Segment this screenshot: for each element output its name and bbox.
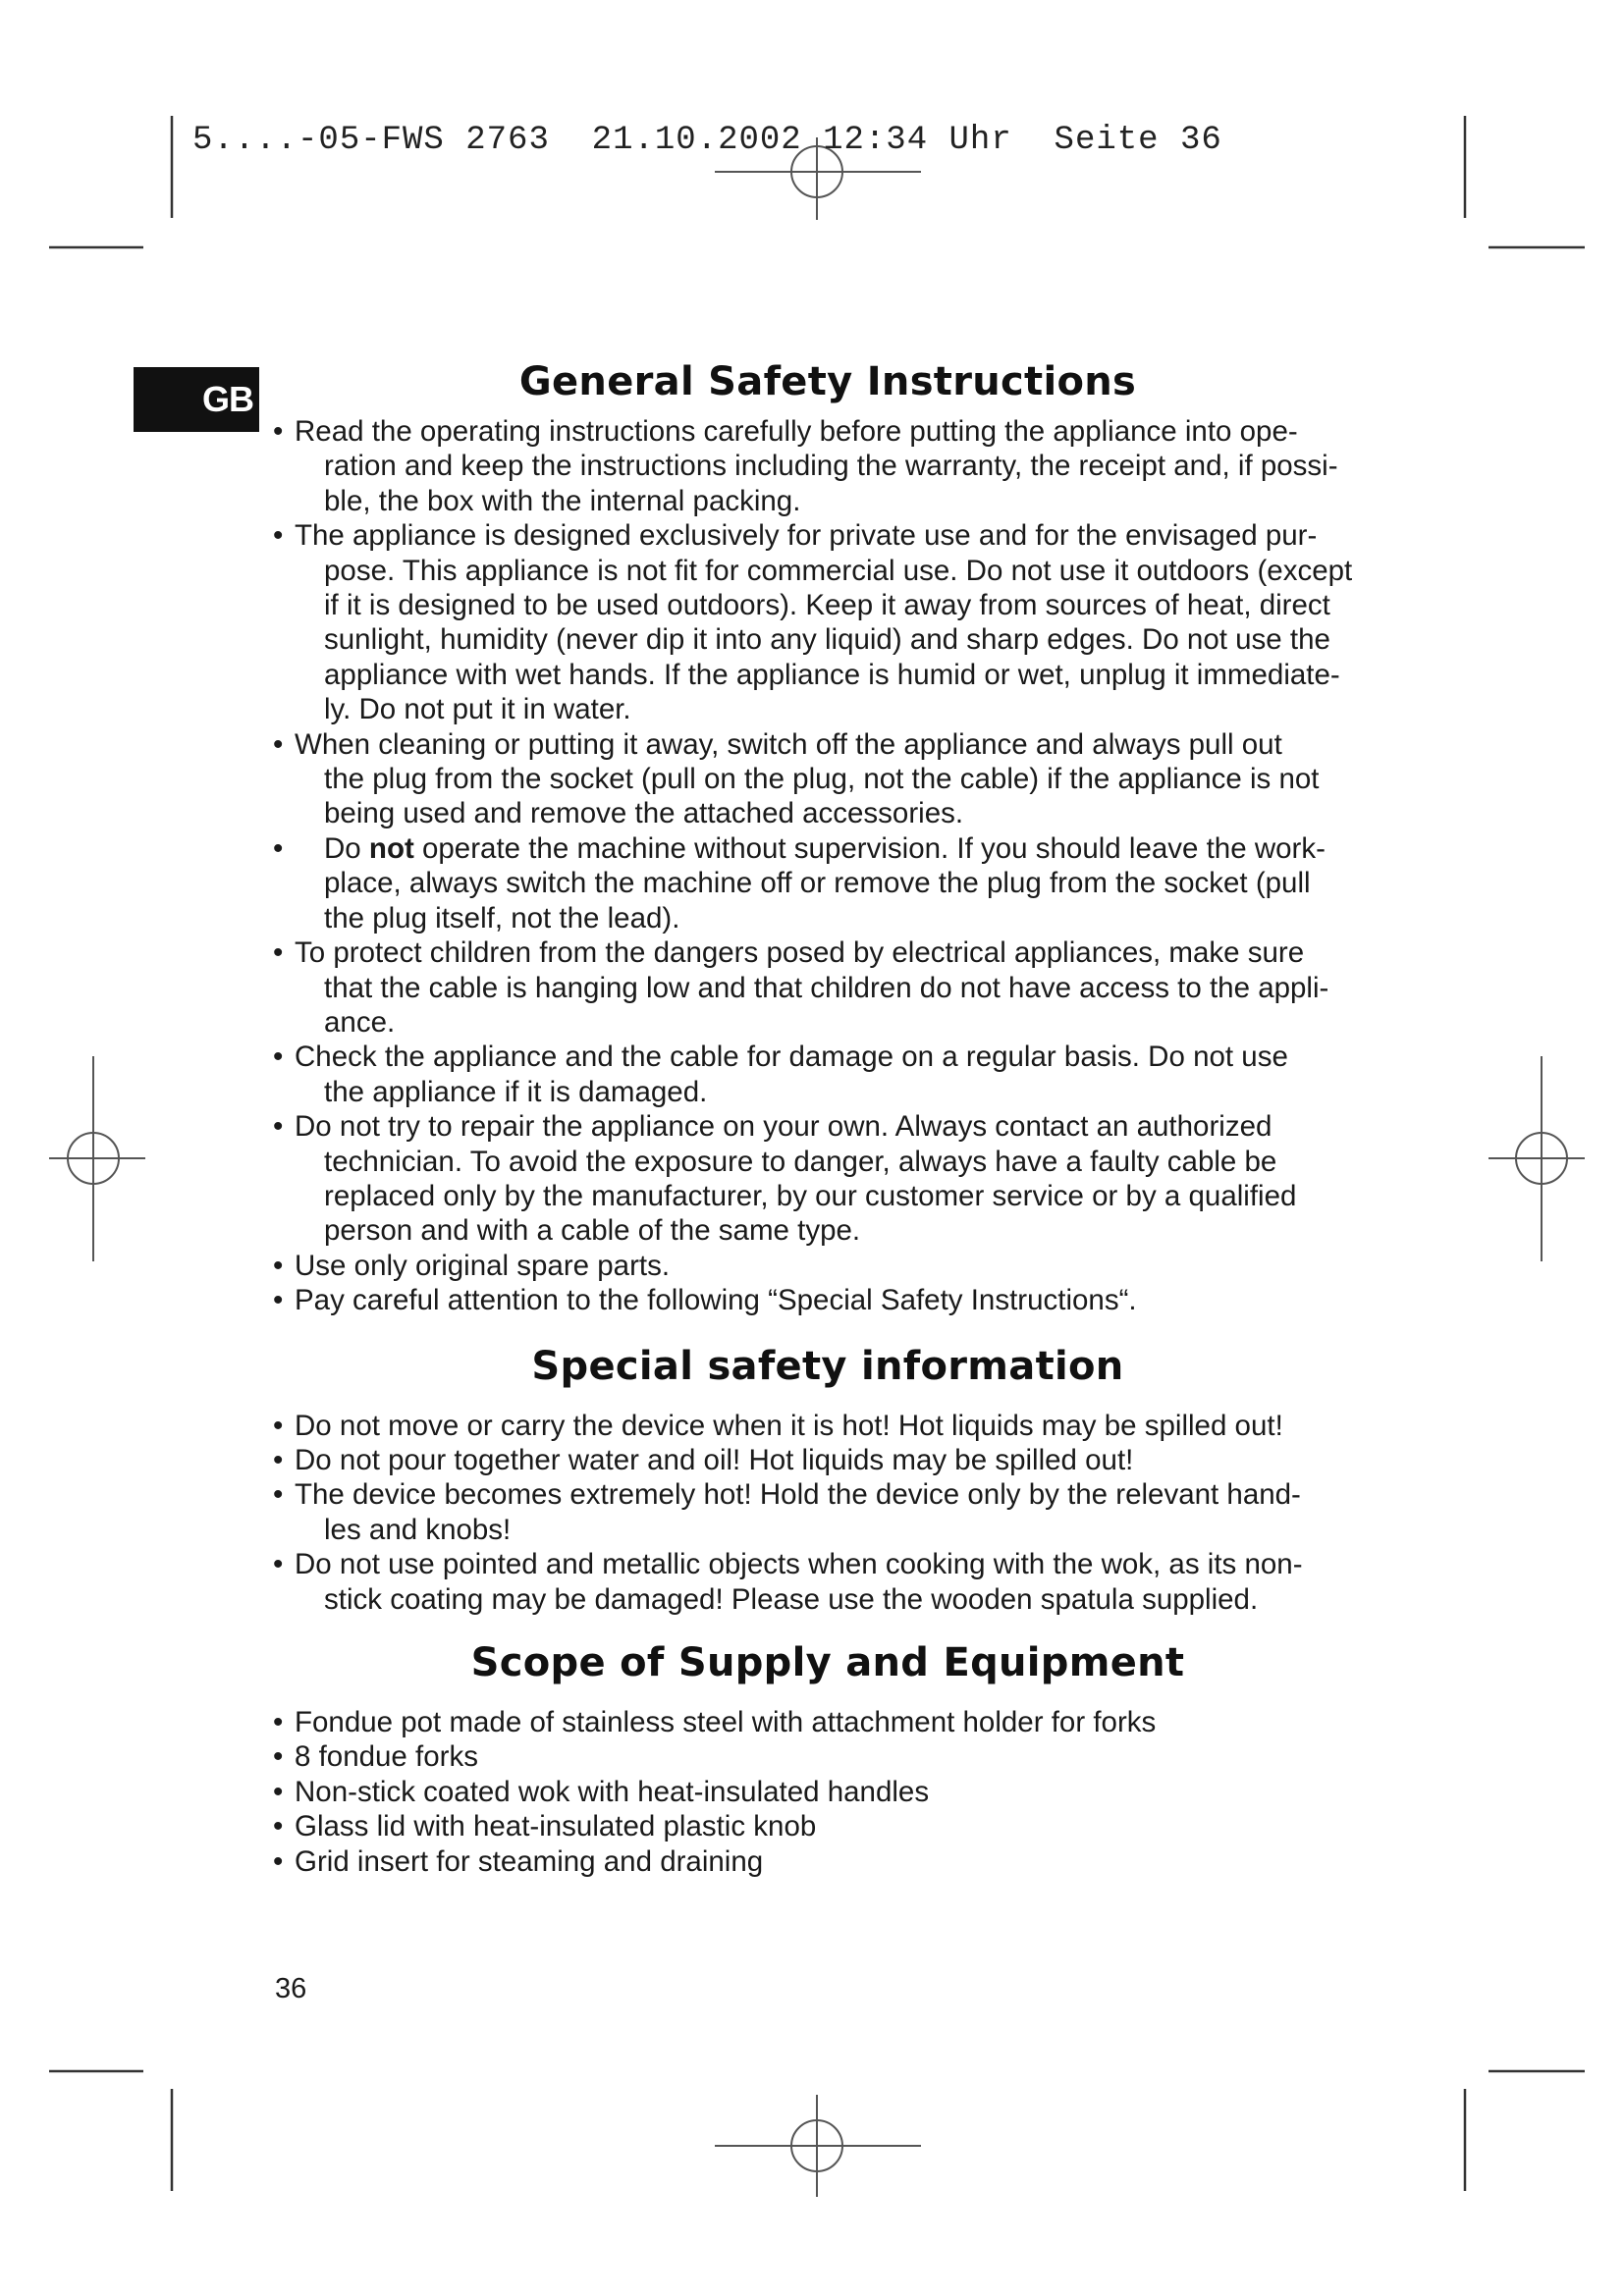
list-item-lead: Do not use pointed and metallic objects when cooking with the wok, as its non- [295,1548,1303,1581]
list-item-continuation: ly. Do not put it in water. [324,693,631,726]
bullet-icon: • [273,727,284,761]
list-item [273,1249,1382,1283]
list-item-lead: Use only original spare parts. [295,1249,671,1282]
list-item-continuation: that the cable is hanging low and that children do not have access to the appli- [324,971,1329,1004]
list-item-lead: Do not pour together water and oil! Hot liquids may be spilled out! [295,1443,1134,1476]
bullet-icon: • [273,1548,284,1581]
list-item-continuation: les and knobs! [324,1513,512,1546]
document-body [273,355,1382,1879]
bullet-icon: • [273,415,284,448]
registration-mark-bottom [715,2095,921,2197]
bullet-icon: • [273,1810,284,1843]
list-item [273,518,1382,726]
list-item [273,1477,1382,1547]
list-item [273,1409,1382,1443]
section-title-scope-of-supply: Scope of Supply and Equipment [470,1640,1185,1685]
bullet-icon: • [273,1775,284,1808]
list-item-lead: When cleaning or putting it away, switch off the appliance and always pull out [295,727,1282,761]
bullet-icon: • [273,936,284,970]
list-item-continuation: being used and remove the attached accessories. [324,797,964,830]
list-item [273,1844,1382,1879]
list-item [273,1809,1382,1843]
list-item-lead: Do not move or carry the device when it is hot! Hot liquids may be spilled out! [295,1409,1283,1442]
list-item-continuation: replaced only by the manufacturer, by our customer service or by a qualified [324,1179,1297,1212]
list-item-continuation: ance. [324,1005,396,1039]
scope-of-supply-list [273,1705,1382,1879]
list-item-continuation: the appliance if it is damaged. [324,1075,708,1108]
list-item-lead: The appliance is designed exclusively for private use and for the envisaged pur- [295,519,1318,553]
list-item-lead: Glass lid with heat-insulated plastic knob [295,1810,817,1843]
list-item-continuation: if it is designed to be used outdoors). Keep it away from sources of heat, direct [324,589,1330,622]
list-item-continuation: the plug itself, not the lead). [324,901,680,934]
special-safety-list [273,1409,1382,1617]
bullet-icon: • [273,1844,284,1878]
list-item-lead-post: operate the machine without supervision. If you should leave the work- [413,831,1326,865]
print-header: 5....-05-FWS 2763 21.10.2002 12:34 Uhr Seite 36 [192,122,1222,159]
list-item-continuation: ration and keep the instructions including the warranty, the receipt and, if possi- [324,450,1338,483]
general-safety-list [273,414,1382,1318]
list-item-lead: To protect children from the dangers posed by electrical appliances, make sure [295,936,1305,970]
list-item-continuation: pose. This appliance is not fit for commercial use. Do not use it outdoors (except [324,554,1353,587]
bullet-icon: • [273,1110,284,1144]
list-item-continuation: ble, the box with the internal packing. [324,484,801,517]
bullet-icon: • [273,1249,284,1282]
list-item-continuation: place, always switch the machine off or remove the plug from the socket (pull [324,867,1311,900]
list-item [273,1705,1382,1739]
list-item-continuation: sunlight, humidity (never dip it into any liquid) and sharp edges. Do not use the [324,623,1330,657]
list-item [273,1040,1382,1109]
list-item-lead [324,832,1326,865]
bullet-icon: • [273,1409,284,1442]
registration-mark-left [49,1056,145,1261]
list-item [273,1109,1382,1249]
list-item-lead: Fondue pot made of stainless steel with attachment holder for forks [295,1706,1157,1738]
page-number: 36 [275,1973,307,2004]
bullet-icon: • [273,1740,284,1774]
list-item-lead: Pay careful attention to the following “Special Safety Instructions“. [295,1284,1137,1317]
list-item [273,1443,1382,1477]
bullet-icon: • [273,831,284,865]
list-item-lead-pre: Do [324,831,369,865]
bullet-icon: • [273,519,284,553]
list-item-lead: Grid insert for steaming and draining [295,1844,764,1878]
section-title-special-safety: Special safety information [531,1343,1124,1389]
registration-mark-right [1489,1056,1585,1261]
list-item [273,1283,1382,1317]
list-item-lead: 8 fondue forks [295,1740,478,1774]
list-item-continuation: person and with a cable of the same type. [324,1214,861,1248]
list-item-lead: The device becomes extremely hot! Hold the device only by the relevant hand- [295,1478,1301,1512]
language-tab: GB [134,367,259,432]
list-item [273,935,1382,1040]
list-item-continuation: technician. To avoid the exposure to danger, always have a faulty cable be [324,1145,1277,1178]
bullet-icon: • [273,1284,284,1317]
list-item [273,831,1382,935]
list-item [273,727,1382,831]
bullet-icon: • [273,1041,284,1074]
list-item-lead: Non-stick coated wok with heat-insulated handles [295,1775,930,1808]
list-item [273,1739,1382,1774]
section-title-general-safety: General Safety Instructions [518,359,1137,404]
list-item-lead-emphasis: not [368,831,414,865]
list-item-lead: Read the operating instructions carefully before putting the appliance into ope- [295,415,1298,448]
list-item-continuation: stick coating may be damaged! Please use the wooden spatula supplied. [324,1582,1259,1616]
list-item [273,1547,1382,1617]
bullet-icon: • [273,1478,284,1512]
bullet-icon: • [273,1443,284,1476]
list-item-continuation: the plug from the socket (pull on the plug, not the cable) if the appliance is not [324,763,1320,796]
list-item-lead: Check the appliance and the cable for damage on a regular basis. Do not use [295,1041,1288,1074]
list-item-lead: Do not try to repair the appliance on your own. Always contact an authorized [295,1110,1272,1144]
list-item-continuation: appliance with wet hands. If the appliance is humid or wet, unplug it immediate- [324,658,1340,691]
list-item [273,414,1382,518]
bullet-icon: • [273,1706,284,1738]
list-item [273,1775,1382,1809]
